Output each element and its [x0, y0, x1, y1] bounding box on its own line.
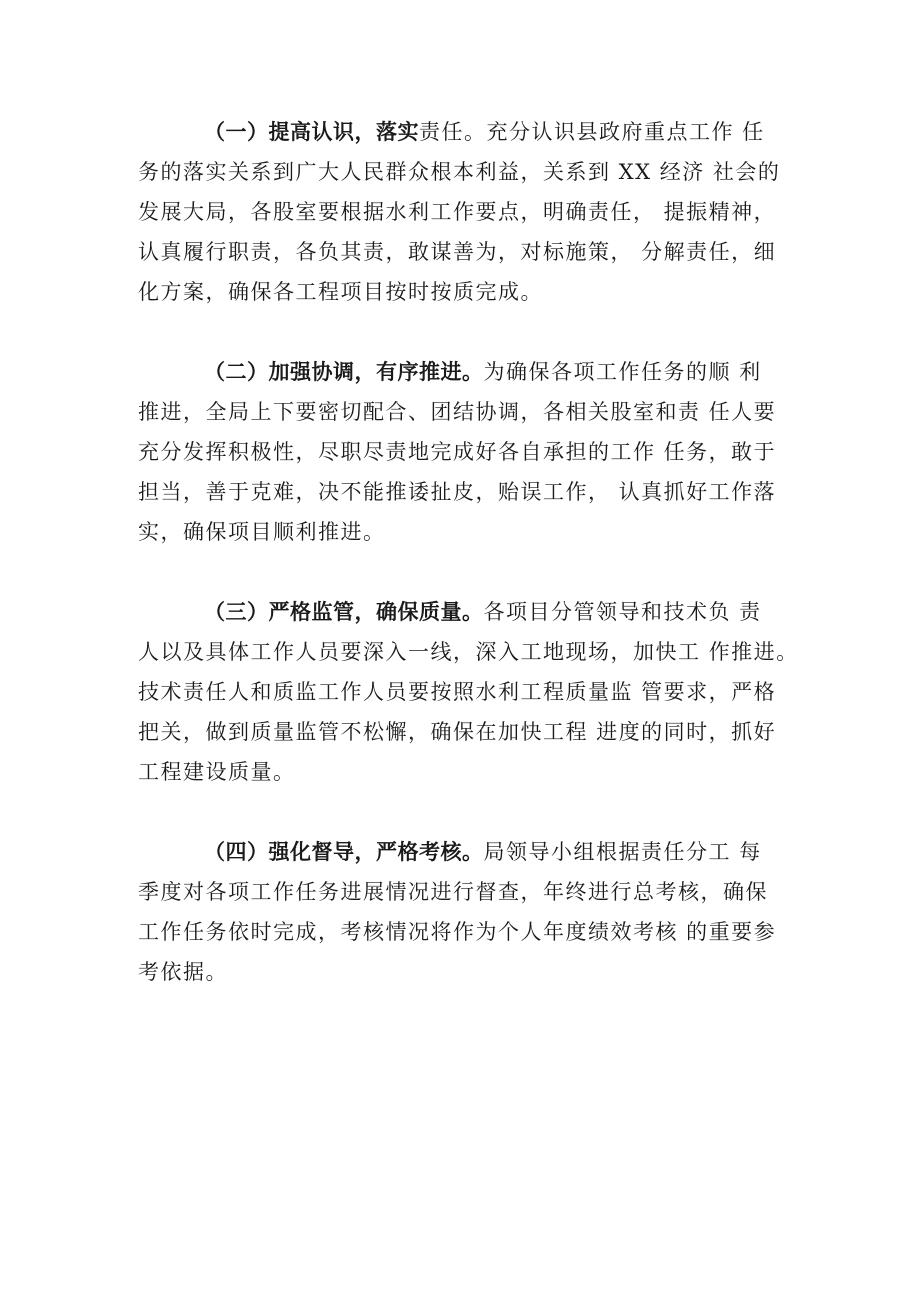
body-line: 把关，做到质量监管不松懈，确保在加快工程 进度的同时，抓好 [138, 720, 777, 744]
paragraph-first-line [138, 832, 798, 872]
paragraph-4 [138, 832, 798, 992]
body-line: 化方案，确保各工程项目按时按质完成。 [138, 280, 543, 304]
body-text: 各项目分管领导和技术负 责 [483, 600, 762, 624]
body-line: 工程建设质量。 [138, 760, 296, 784]
body-line: 考依据。 [138, 960, 228, 984]
body-line: 充分发挥积极性，尽职尽责地完成好各自承担的工作 任务，敢于 [138, 440, 777, 464]
paragraph-heading: （四）强化督导，严格考核。 [204, 840, 484, 864]
paragraph-heading: （三）严格监管，确保质量。 [204, 600, 484, 624]
body-text: 局领导小组根据责任分工 每 [483, 840, 762, 864]
paragraph-first-line [138, 352, 798, 392]
body-line: 季度对各项工作任务进展情况进行督查，年终进行总考核，确保 [138, 880, 768, 904]
paragraph-2 [138, 352, 798, 552]
paragraph-heading: （一）提高认识，落实 [204, 120, 419, 144]
paragraph-first-line [138, 112, 798, 152]
body-line: 发展大局，各股室要根据水利工作要点，明确责任， 提振精神， [138, 200, 777, 224]
paragraph-first-line [138, 592, 798, 632]
body-line: 担当，善于克难，决不能推诿扯皮，贻误工作， 认真抓好工作落 [138, 480, 777, 504]
body-line: 认真履行职责，各负其责，敢谋善为，对标施策， 分解责任，细 [138, 240, 777, 264]
paragraph-heading: （二）加强协调，有序推进。 [204, 360, 484, 384]
body-line: 技术责任人和质监工作人员要按照水利工程质量监 管要求，严格 [138, 680, 777, 704]
paragraph-3 [138, 592, 798, 792]
body-line: 工作任务依时完成，考核情况将作为个人年度绩效考核 的重要参 [138, 920, 777, 944]
paragraph-1 [138, 112, 798, 312]
body-line: 实，确保项目顺利推进。 [138, 520, 386, 544]
body-text: 为确保各项工作任务的顺 利 [483, 360, 762, 384]
body-line: 务的落实关系到广大人民群众根本利益，关系到 XX 经济 社会的 [138, 160, 781, 184]
body-text: 责任。充分认识县政府重点工作 任 [419, 120, 765, 144]
body-line: 推进，全局上下要密切配合、团结协调，各相关股室和责 任人要 [138, 400, 777, 424]
body-line: 人以及具体工作人员要深入一线，深入工地现场，加快工 作推进。 [138, 640, 799, 664]
